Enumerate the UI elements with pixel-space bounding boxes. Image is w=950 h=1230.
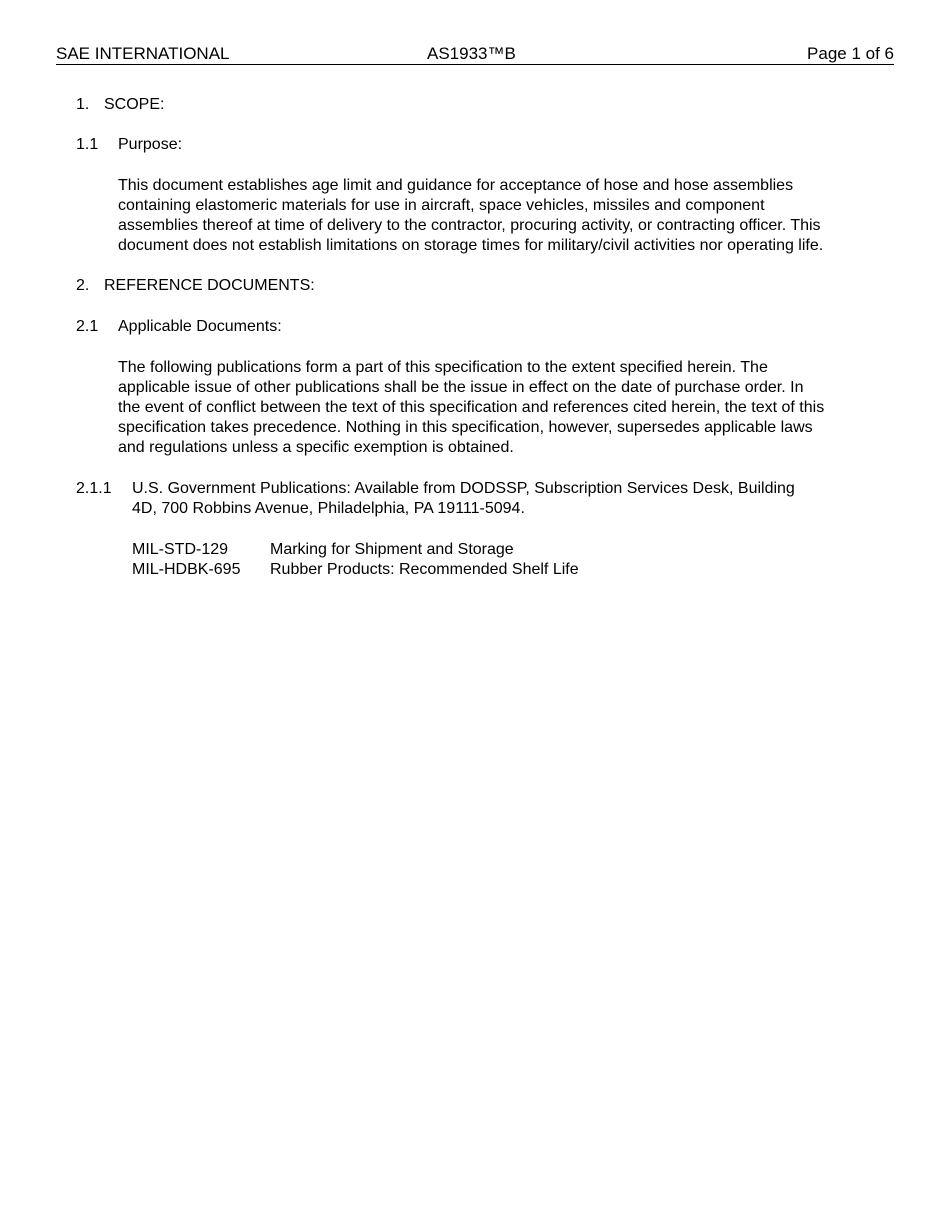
paragraph-line: This document establishes age limit and guidance for acceptance of hose and hose assemblies bbox=[118, 177, 794, 194]
section-2-1-heading bbox=[76, 317, 476, 337]
document-id: AS1933™B bbox=[427, 44, 516, 63]
reference-row bbox=[132, 560, 832, 580]
section-1-1-heading bbox=[76, 135, 476, 155]
paragraph-line: document does not establish limitations on storage times for military/civil activities nor operating life. bbox=[118, 237, 824, 254]
section-number: 2.1.1 bbox=[76, 480, 112, 497]
section-title: Applicable Documents: bbox=[118, 318, 282, 335]
reference-code: MIL-STD-129 bbox=[132, 541, 229, 558]
section-2-heading bbox=[76, 276, 476, 296]
paragraph-line: assemblies thereof at time of delivery to the contractor, procuring activity, or contracting officer. This bbox=[118, 217, 821, 234]
section-2-1-1 bbox=[76, 479, 876, 519]
paragraph-line: The following publications form a part of this specification to the extent specified herein. The bbox=[118, 359, 768, 376]
applicable-documents-paragraph bbox=[118, 358, 878, 458]
page-header bbox=[56, 44, 894, 65]
paragraph-line: 4D, 700 Robbins Avenue, Philadelphia, PA 19111-5094. bbox=[132, 500, 525, 517]
page-number: Page 1 of 6 bbox=[807, 44, 894, 63]
paragraph-line: applicable issue of other publications shall be the issue in effect on the date of purchase order. In bbox=[118, 379, 804, 396]
section-title: Purpose: bbox=[118, 136, 183, 153]
reference-code: MIL-HDBK-695 bbox=[132, 561, 241, 578]
reference-title: Rubber Products: Recommended Shelf Life bbox=[270, 561, 579, 578]
section-number: 2.1 bbox=[76, 318, 99, 335]
section-number: 2. bbox=[76, 277, 90, 294]
reference-title: Marking for Shipment and Storage bbox=[270, 541, 514, 558]
section-number: 1. bbox=[76, 96, 90, 113]
purpose-paragraph bbox=[118, 176, 878, 256]
section-1-heading bbox=[76, 95, 476, 115]
reference-row bbox=[132, 540, 832, 560]
paragraph-line: and regulations unless a specific exemption is obtained. bbox=[118, 439, 514, 456]
paragraph-line: U.S. Government Publications: Available from DODSSP, Subscription Services Desk, Building bbox=[132, 480, 795, 497]
paragraph-line: the event of conflict between the text of this specification and references cited herein, the text of this bbox=[118, 399, 825, 416]
section-title: SCOPE: bbox=[104, 96, 165, 113]
section-number: 1.1 bbox=[76, 136, 99, 153]
organization-name: SAE INTERNATIONAL bbox=[56, 44, 230, 63]
section-title: REFERENCE DOCUMENTS: bbox=[104, 277, 315, 294]
paragraph-line: containing elastomeric materials for use in aircraft, space vehicles, missiles and component bbox=[118, 197, 765, 214]
paragraph-line: specification takes precedence. Nothing in this specification, however, supersedes applicable laws bbox=[118, 419, 813, 436]
